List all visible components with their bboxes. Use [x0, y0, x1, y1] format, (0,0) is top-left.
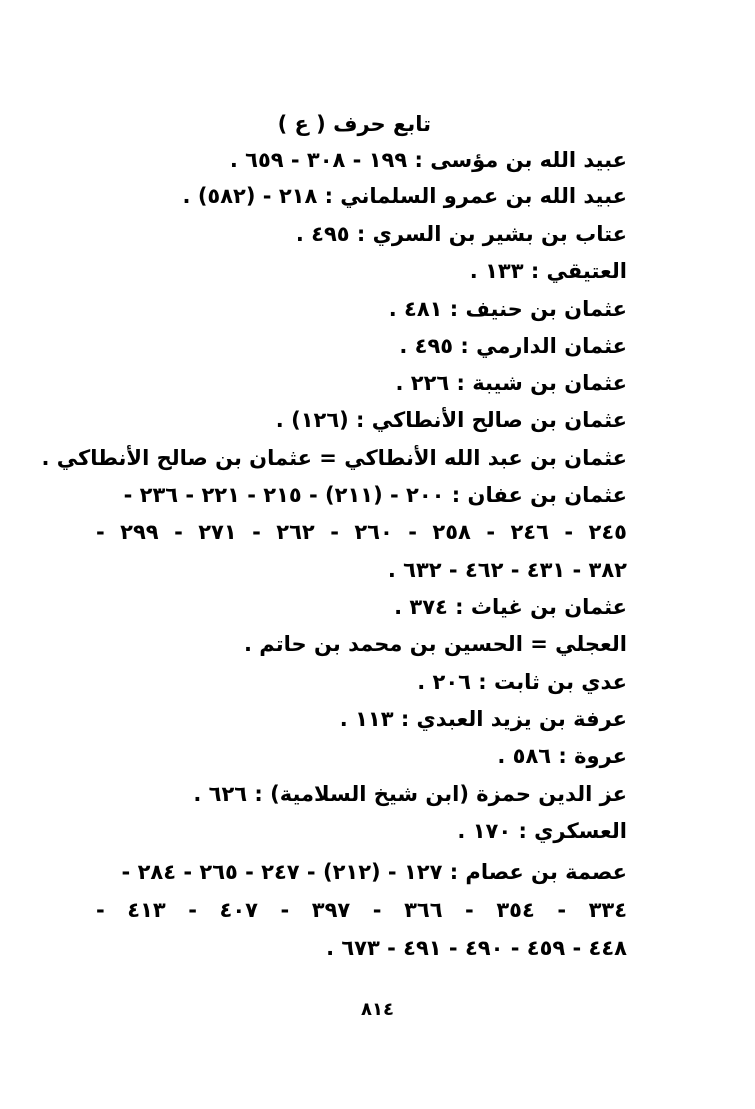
index-entry: عثمان بن صالح الأنطاكي : (١٢٦) . — [275, 408, 627, 432]
index-entry: عز الدين حمزة (ابن شيخ السلامية) : ٦٢٦ . — [193, 782, 627, 806]
index-entry: العجلي = الحسين بن محمد بن حاتم . — [244, 632, 627, 656]
index-entry: العسكري : ١٧٠ . — [457, 819, 627, 843]
index-entry: عثمان الدارمي : ٤٩٥ . — [399, 334, 627, 358]
page-heading: تابع حرف ( ع ) — [277, 112, 431, 136]
index-entry: عدي بن ثابت : ٢٠٦ . — [417, 670, 627, 694]
index-entry: عروة : ٥٨٦ . — [497, 744, 627, 768]
index-entry: عثمان بن عبد الله الأنطاكي = عثمان بن صالح الأنطاكي . — [41, 446, 627, 470]
index-entry-continuation: ٤٤٨ - ٤٥٩ - ٤٩٠ - ٤٩١ - ٦٧٣ . — [326, 936, 627, 960]
index-entry-continuation: ٣٨٢ - ٤٣١ - ٤٦٢ - ٦٣٢ . — [387, 558, 627, 582]
index-entry-continuation: ٣٣٤ - ٣٥٤ - ٣٦٦ - ٣٩٧ - ٤٠٧ - ٤١٣ - — [96, 898, 628, 922]
index-entry: عثمان بن شيبة : ٢٢٦ . — [395, 371, 627, 395]
index-entry-continuation: ٢٤٥ - ٢٤٦ - ٢٥٨ - ٢٦٠ - ٢٦٢ - ٢٧١ - ٢٩٩ - — [96, 520, 627, 544]
index-entry: عصمة بن عصام : ١٢٧ - (٢١٢) - ٢٤٧ - ٢٦٥ - ٢٨٤ - — [121, 860, 627, 884]
index-entry: عبيد الله بن مؤسى : ١٩٩ - ٣٠٨ - ٦٥٩ . — [229, 148, 627, 172]
index-entry: عثمان بن عفان : ٢٠٠ - (٢١١) - ٢١٥ - ٢٢١ - ٢٣٦ - — [123, 483, 627, 507]
index-entry: عرفة بن يزيد العبدي : ١١٣ . — [339, 707, 627, 731]
index-entry: العتيقي : ١٣٣ . — [469, 259, 627, 283]
page-number: ٨١٤ — [361, 999, 394, 1020]
index-entry: عتاب بن بشير بن السري : ٤٩٥ . — [295, 222, 627, 246]
index-entry: عبيد الله بن عمرو السلماني : ٢١٨ - (٥٨٢) . — [182, 184, 627, 208]
index-entry: عثمان بن غياث : ٣٧٤ . — [394, 595, 627, 619]
index-entry: عثمان بن حنيف : ٤٨١ . — [388, 297, 627, 321]
